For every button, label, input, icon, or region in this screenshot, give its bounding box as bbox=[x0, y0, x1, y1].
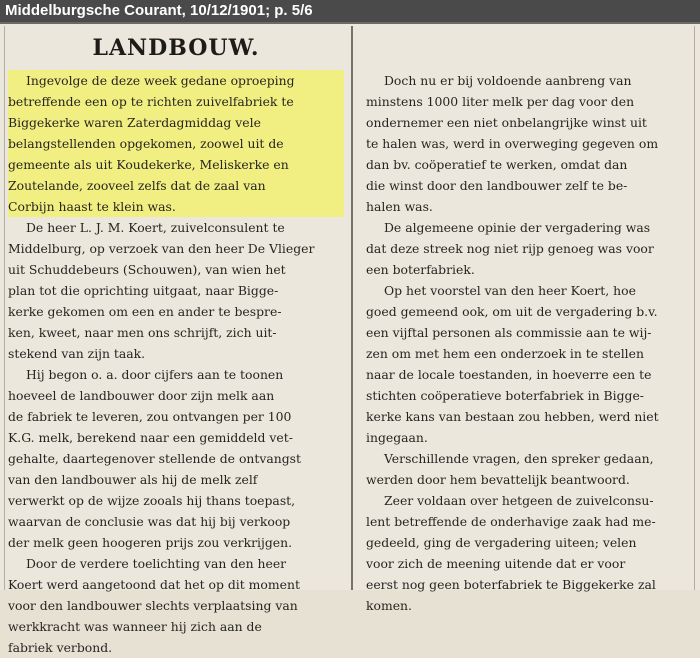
text-line: komen. bbox=[366, 598, 412, 613]
text-line: Zeer voldaan over hetgeen de zuivelconsu- bbox=[384, 493, 654, 508]
column-divider bbox=[351, 26, 353, 590]
text-line: plan tot die oprichting uitgaat, naar Bigge- bbox=[8, 283, 279, 298]
text-line: der melk geen hoogeren prijs zou verkrijgen. bbox=[8, 535, 293, 550]
newspaper-page bbox=[0, 22, 700, 655]
highlighted-text-line: Biggekerke waren Zaterdagmiddag vele bbox=[8, 112, 344, 133]
text-line: voor den landbouwer slechts verplaatsing van bbox=[8, 598, 298, 613]
highlighted-text-line: belangstellenden opgekomen, zoowel uit de bbox=[8, 133, 344, 154]
text-line: stichten coöperatieve boterfabriek in Bigge- bbox=[366, 388, 644, 403]
text-line: Middelburg, op verzoek van den heer De Vlieger bbox=[8, 241, 315, 256]
text-line: ingegaan. bbox=[366, 430, 428, 445]
text-line: Door de verdere toelichting van den heer bbox=[26, 556, 287, 571]
text-line: dat deze streek nog niet rijp genoeg was voor bbox=[366, 241, 654, 256]
text-line: naar de locale toestanden, in hoeverre een te bbox=[366, 367, 652, 382]
text-line: kerke kans van bestaan zou hebben, werd niet bbox=[366, 409, 659, 424]
text-line: waarvan de conclusie was dat hij bij verkoop bbox=[8, 514, 291, 529]
text-line: ondernemer een niet onbelangrijke winst uit bbox=[366, 115, 647, 130]
text-line: kerke gekomen om een en ander te bespre- bbox=[8, 304, 282, 319]
article-heading: LANDBOUW. bbox=[92, 35, 260, 61]
highlighted-text-line: Zoutelande, zooveel zelfs dat de zaal van bbox=[8, 175, 344, 196]
text-line: een boterfabriek. bbox=[366, 262, 475, 277]
right-column bbox=[366, 70, 694, 616]
text-line: die winst door den landbouwer zelf te be- bbox=[366, 178, 628, 193]
left-column bbox=[8, 70, 344, 658]
text-line: gedeeld, ging de vergadering uiteen; velen bbox=[366, 535, 637, 550]
text-line: De heer L. J. M. Koert, zuivelconsulent te bbox=[26, 220, 285, 235]
text-line: uit Schuddebeurs (Schouwen), van wien het bbox=[8, 262, 286, 277]
text-line: voor zich de meening uitende dat er voor bbox=[366, 556, 626, 571]
text-line: minstens 1000 liter melk per dag voor den bbox=[366, 94, 635, 109]
text-line: Verschillende vragen, den spreker gedaan, bbox=[384, 451, 654, 466]
source-title-bar bbox=[0, 0, 700, 22]
text-line: zen om met hem een onderzoek in te stellen bbox=[366, 346, 644, 361]
highlighted-text-line: Ingevolge de deze week gedane oproeping bbox=[8, 70, 344, 91]
highlighted-text-line: betreffende een op te richten zuivelfabriek te bbox=[8, 91, 344, 112]
text-line: werden door hem bevattelijk beantwoord. bbox=[366, 472, 630, 487]
text-line: Op het voorstel van den heer Koert, hoe bbox=[384, 283, 636, 298]
text-line: gehalte, daartegenover stellende de ontvangst bbox=[8, 451, 301, 466]
text-line: de fabriek te leveren, zou ontvangen per 100 bbox=[8, 409, 292, 424]
text-line: hoeveel de landbouwer door zijn melk aan bbox=[8, 388, 275, 403]
text-line: Koert werd aangetoond dat het op dit moment bbox=[8, 577, 300, 592]
left-margin-rule bbox=[4, 26, 5, 590]
source-title: Middelburgsche Courant, 10/12/1901; p. 5/6 bbox=[5, 2, 313, 19]
text-line: te halen was, werd in overweging gegeven om bbox=[366, 136, 659, 151]
text-line: eerst nog geen boterfabriek te Biggekerke zal bbox=[366, 577, 656, 592]
text-line: K.G. melk, berekend naar een gemiddeld vet- bbox=[8, 430, 293, 445]
right-margin-rule bbox=[694, 26, 695, 590]
text-line: fabriek verbond. bbox=[8, 640, 113, 655]
text-line: een vijftal personen als commissie aan te wij- bbox=[366, 325, 652, 340]
text-line: Doch nu er bij voldoende aanbreng van bbox=[384, 73, 632, 88]
text-line: halen was. bbox=[366, 199, 433, 214]
top-rule bbox=[0, 22, 700, 24]
text-line: lent betreffende de onderhavige zaak had me- bbox=[366, 514, 656, 529]
text-line: ken, kweet, naar men ons schrijft, zich uit- bbox=[8, 325, 277, 340]
text-line: verwerkt op de wijze zooals hij thans toepast, bbox=[8, 493, 296, 508]
highlighted-text-line: gemeente als uit Koudekerke, Meliskerke en bbox=[8, 154, 344, 175]
text-line: Hij begon o. a. door cijfers aan te toonen bbox=[26, 367, 284, 382]
text-line: werkkracht was wanneer hij zich aan de bbox=[8, 619, 262, 634]
text-line: van den landbouwer als hij de melk zelf bbox=[8, 472, 258, 487]
text-line: dan bv. coöperatief te werken, omdat dan bbox=[366, 157, 628, 172]
text-line: goed gemeend ook, om uit de vergadering b.v. bbox=[366, 304, 658, 319]
text-line: De algemeene opinie der vergadering was bbox=[384, 220, 651, 235]
highlighted-text-line: Corbijn haast te klein was. bbox=[8, 196, 344, 217]
text-line: stekend van zijn taak. bbox=[8, 346, 146, 361]
